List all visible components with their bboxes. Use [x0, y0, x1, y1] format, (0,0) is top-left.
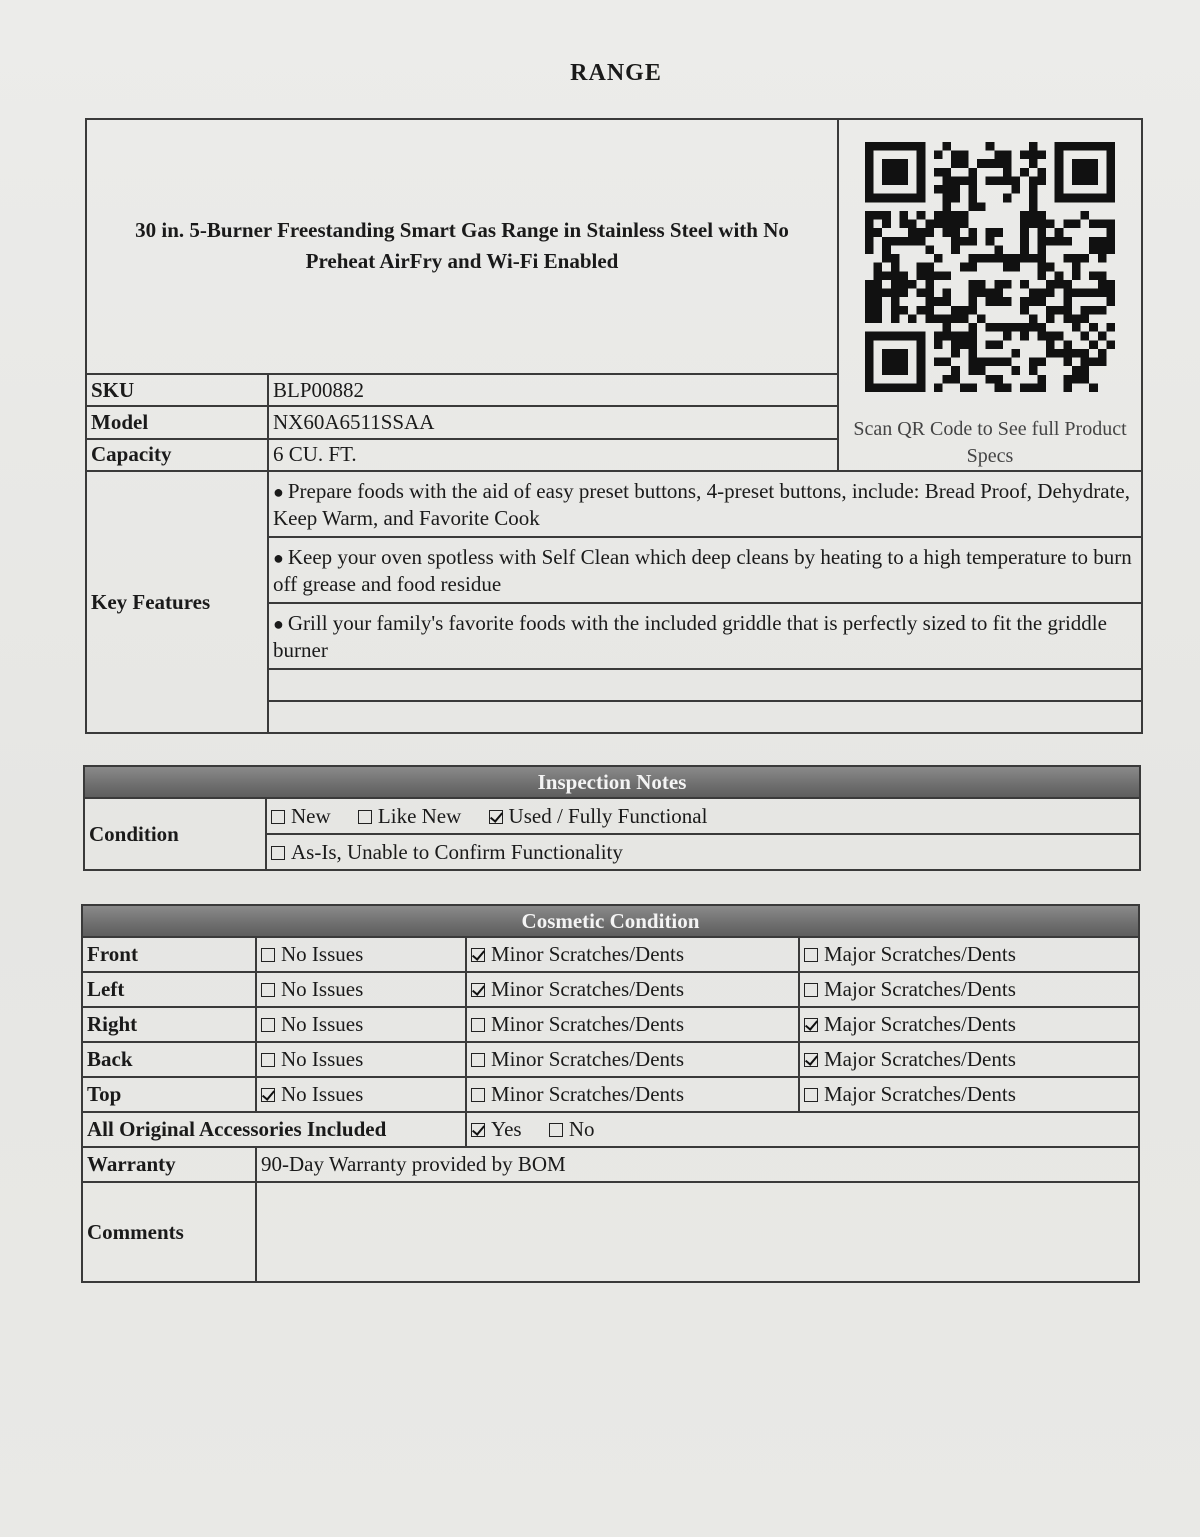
option-label: No [568, 1117, 595, 1141]
accessories-no[interactable] [549, 1117, 595, 1142]
option-label: No Issues [281, 942, 364, 966]
feature-text: Grill your family's favorite foods with the included griddle that is perfectly sized to fit the griddle burner [273, 610, 1107, 662]
option-label: Minor Scratches/Dents [491, 977, 685, 1001]
cosmetic-option-cell [466, 1077, 799, 1112]
condition-options [266, 834, 1140, 870]
sku-label: SKU [86, 374, 268, 406]
option-label: No Issues [281, 1012, 364, 1036]
cosmetic-option[interactable] [261, 942, 363, 967]
cosmetic-option-cell [799, 937, 1139, 972]
cosmetic-option[interactable] [471, 942, 684, 967]
checkbox[interactable] [261, 983, 275, 997]
table-row [82, 972, 1139, 1007]
cosmetic-row-label: Front [82, 937, 256, 972]
qr-code-icon[interactable] [865, 142, 1115, 392]
cosmetic-option[interactable] [261, 1047, 363, 1072]
cosmetic-option[interactable] [471, 977, 684, 1002]
cosmetic-row-label: Top [82, 1077, 256, 1112]
table-row [82, 1007, 1139, 1042]
qr-cell [838, 119, 1142, 471]
checkbox[interactable] [261, 1018, 275, 1032]
bullet-icon: ● [273, 481, 284, 502]
checkbox[interactable] [804, 1088, 818, 1102]
option-label: Used / Fully Functional [508, 803, 708, 828]
checkbox[interactable] [261, 948, 275, 962]
warranty-value: 90-Day Warranty provided by BOM [256, 1147, 1139, 1182]
cosmetic-option-cell [256, 972, 466, 1007]
cosmetic-option-cell [256, 937, 466, 972]
option-label: Major Scratches/Dents [824, 1082, 1016, 1106]
product-title: 30 in. 5-Burner Freestanding Smart Gas Range in Stainless Steel with No Preheat AirFry and Wi-Fi Enabled [86, 119, 838, 374]
accessories-options [466, 1112, 1139, 1147]
checkbox[interactable] [471, 1123, 485, 1137]
model-label: Model [86, 406, 268, 438]
cosmetic-option[interactable] [471, 1012, 684, 1037]
checkbox[interactable] [471, 983, 485, 997]
option-label: No Issues [281, 1082, 364, 1106]
option-label: Major Scratches/Dents [824, 1047, 1016, 1071]
cosmetic-option-cell [466, 1042, 799, 1077]
cosmetic-option-cell [466, 972, 799, 1007]
cosmetic-table [81, 904, 1140, 1283]
option-label: Yes [491, 1117, 522, 1141]
inspection-header: Inspection Notes [84, 766, 1140, 798]
option-label: New [291, 803, 331, 828]
cosmetic-option[interactable] [471, 1082, 684, 1107]
checkbox[interactable] [489, 810, 503, 824]
document-title: RANGE [570, 60, 662, 86]
bullet-icon: ● [273, 547, 284, 568]
cosmetic-option[interactable] [804, 1047, 1016, 1072]
capacity-value: 6 CU. FT. [268, 439, 838, 471]
cosmetic-option[interactable] [261, 977, 363, 1002]
option-label: Minor Scratches/Dents [491, 1082, 685, 1106]
cosmetic-option[interactable] [471, 1047, 684, 1072]
cosmetic-option-cell [466, 937, 799, 972]
accessories-yes[interactable] [471, 1117, 522, 1142]
cosmetic-option-cell [799, 1042, 1139, 1077]
cosmetic-option-cell [256, 1042, 466, 1077]
cosmetic-row-label: Right [82, 1007, 256, 1042]
condition-option-new[interactable] [271, 804, 331, 829]
option-label: No Issues [281, 1047, 364, 1071]
condition-option-used[interactable] [489, 804, 708, 829]
option-label: Major Scratches/Dents [824, 942, 1016, 966]
inspection-table [83, 765, 1141, 871]
checkbox[interactable] [471, 1088, 485, 1102]
cosmetic-row-label: Left [82, 972, 256, 1007]
cosmetic-option-cell [799, 972, 1139, 1007]
checkbox[interactable] [804, 1018, 818, 1032]
checkbox[interactable] [804, 948, 818, 962]
checkbox[interactable] [471, 1053, 485, 1067]
feature-item [268, 603, 1142, 669]
comments-field[interactable] [256, 1182, 1139, 1282]
checkbox[interactable] [271, 846, 285, 860]
cosmetic-option[interactable] [804, 977, 1016, 1002]
checkbox[interactable] [471, 1018, 485, 1032]
condition-label: Condition [84, 798, 266, 870]
table-row [82, 937, 1139, 972]
comments-label: Comments [82, 1182, 256, 1282]
option-label: Major Scratches/Dents [824, 977, 1016, 1001]
checkbox[interactable] [271, 810, 285, 824]
checkbox[interactable] [549, 1123, 563, 1137]
bullet-icon: ● [273, 613, 284, 634]
feature-item-empty [268, 669, 1142, 701]
checkbox[interactable] [471, 948, 485, 962]
feature-item [268, 471, 1142, 537]
option-label: Minor Scratches/Dents [491, 1012, 685, 1036]
checkbox[interactable] [358, 810, 372, 824]
option-label: Minor Scratches/Dents [491, 1047, 685, 1071]
cosmetic-option-cell [799, 1077, 1139, 1112]
table-row [82, 1077, 1139, 1112]
condition-option-like-new[interactable] [358, 804, 461, 829]
cosmetic-option[interactable] [261, 1082, 363, 1107]
cosmetic-option[interactable] [261, 1012, 363, 1037]
condition-option-as-is[interactable] [271, 840, 623, 865]
warranty-label: Warranty [82, 1147, 256, 1182]
model-value: NX60A6511SSAA [268, 406, 838, 438]
sku-value: BLP00882 [268, 374, 838, 406]
product-table [85, 118, 1143, 734]
option-label: Major Scratches/Dents [824, 1012, 1016, 1036]
checkbox[interactable] [261, 1053, 275, 1067]
option-label: No Issues [281, 977, 364, 1001]
option-label: Like New [377, 803, 462, 828]
feature-text: Keep your oven spotless with Self Clean which deep cleans by heating to a high temperature to burn off grease and food residue [273, 544, 1132, 596]
checkbox[interactable] [261, 1088, 275, 1102]
condition-options [266, 798, 1140, 834]
key-features-label: Key Features [86, 471, 268, 733]
checkbox[interactable] [804, 1053, 818, 1067]
checkbox[interactable] [804, 983, 818, 997]
cosmetic-row-label: Back [82, 1042, 256, 1077]
capacity-label: Capacity [86, 439, 268, 471]
accessories-label: All Original Accessories Included [82, 1112, 466, 1147]
option-label: As-Is, Unable to Confirm Functionality [291, 839, 623, 864]
cosmetic-option-cell [799, 1007, 1139, 1042]
feature-item-empty [268, 701, 1142, 733]
cosmetic-option[interactable] [804, 1082, 1016, 1107]
feature-item [268, 537, 1142, 603]
option-label: Minor Scratches/Dents [491, 942, 685, 966]
cosmetic-option-cell [256, 1077, 466, 1112]
cosmetic-option-cell [466, 1007, 799, 1042]
feature-text: Prepare foods with the aid of easy preset buttons, 4-preset buttons, include: Bread Proof, Dehydrate, Keep Warm, and Favorite Cook [273, 478, 1130, 530]
table-row [82, 1042, 1139, 1077]
cosmetic-option-cell [256, 1007, 466, 1042]
cosmetic-option[interactable] [804, 942, 1016, 967]
cosmetic-header: Cosmetic Condition [82, 905, 1139, 937]
cosmetic-option[interactable] [804, 1012, 1016, 1037]
qr-caption: Scan QR Code to See full Product Specs [853, 418, 1127, 467]
